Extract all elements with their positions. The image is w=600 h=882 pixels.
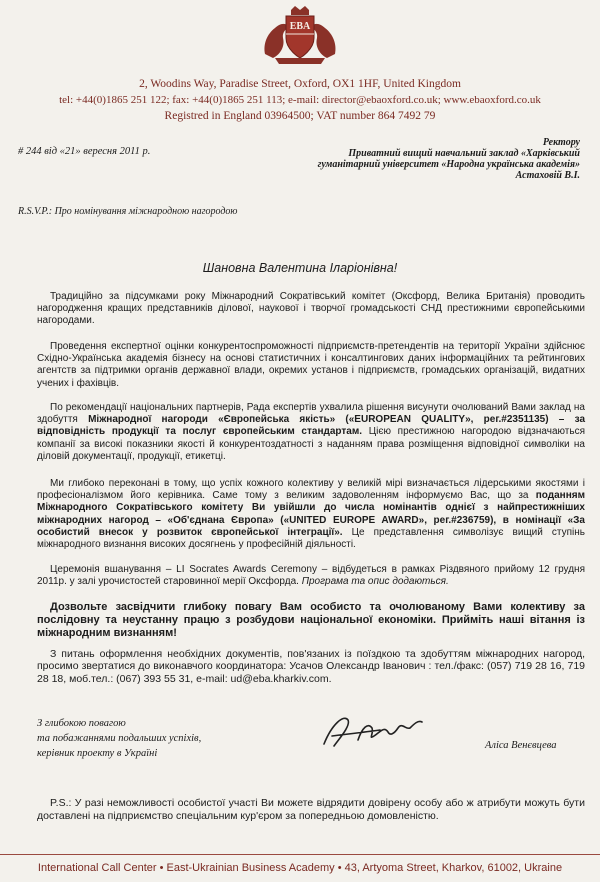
recipient-title: Ректору	[542, 137, 580, 148]
crest-logo	[255, 4, 345, 66]
recipient-line-2: гуманітарний університет «Народна українська академія»	[317, 159, 580, 170]
closing-block	[37, 716, 201, 761]
crest-monogram-top: EBA	[289, 21, 311, 32]
closing-line-3: керівник проекту в Україні	[37, 748, 158, 759]
closing-line-2: та побажаннями подальших успіхів,	[37, 733, 202, 744]
paragraph-5: Церемонія вшанування – LI Socrates Awards Ceremony – відбудеться в рамках Різдвяного прийому 12 грудня 2011р. у залі урочистостей старовинної мерії Оксфорда. Програма та опис додаються.	[37, 564, 585, 588]
contact-line: tel: +44(0)1865 251 122; fax: +44(0)1865 251 113; e-mail: director@ebaoxford.co.uk; www.ebaoxford.co.uk	[59, 94, 541, 106]
recipient-block	[250, 137, 580, 181]
paragraph-2: Проведення експертної оцінки конкурентоспроможності підприємств-претендентів на території України здійснює Східно-Українська академія бізнесу на основі статистичних і консалтингових даних інформаційних та рейтингових агентств за підтримки органів державної влади, окремих установ і підприємств, громадських організацій, видатних учених і фахівців.	[37, 341, 585, 389]
paragraph-4: Ми глибоко переконані в тому, що успіх кожного колективу у великій мірі визначається лідерськими якостями і професіоналізмом його керівника. Саме тому з великим задоволенням інформуємо Вас, що за поданням Міжнародного Сократівського комітету Ви увійшли до числа номінантів однієї з найпрестижніших міжнародних нагород – «Об'єднана Європа» («UNITED EUROPE AWARD», рег.#236759), в номінації «За особистий внесок у розвиток європейської інтеграції». Це представлення символізує вищий ступінь міжнародного визнання високих досягнень у професійній діяльності.	[37, 478, 585, 551]
award-european-quality: Міжнародної нагороди «Європейська якість» («EUROPEAN QUALITY», рег.#2351135) – за відповідність продукції та послуг європейським стандартам.	[37, 414, 586, 438]
reference-number: # 244 від «21» вересня 2011 р.	[18, 146, 151, 157]
rsvp-subject: R.S.V.P.: Про номінування міжнародною нагородою	[18, 206, 238, 217]
recipient-line-3: Астаховій В.І.	[515, 170, 580, 181]
closing-line-1: З глибокою повагою	[37, 718, 126, 729]
registration-line: Registred in England 03964500; VAT number 864 7492 79	[164, 110, 436, 122]
handwritten-signature	[318, 706, 438, 754]
footer-divider	[0, 854, 600, 855]
program-note: Програма та опис додаються.	[301, 576, 449, 588]
paragraph-1: Традиційно за підсумками року Міжнародний Сократівський комітет (Оксфорд, Велика Британія) проводить нагородження кращих представників ділової, наукової і творчої громадськості СНД престижними європейськими нагородами.	[37, 291, 585, 327]
paragraph-6: Дозвольте засвідчити глибоку повагу Вам особисто та очолюваному Вами колективу за послідовну та неустанну працю з розбудови національної економіки. Прийміть наші вітання із міжнародним визнанням!	[37, 601, 585, 639]
award-united-europe: поданням Міжнародного Сократівського комітету Ви увійшли до числа номінантів однієї з найпрестижніших міжнародних нагород – «Об'єднана Європа» («UNITED EUROPE AWARD», рег.#236759), в номінації «За особистий внесок у розвиток європейської інтеграції».	[37, 490, 585, 538]
salutation: Шановна Валентина Іларіонівна!	[202, 261, 398, 275]
postscript: P.S.: У разі неможливості особистої участі Ви можете відрядити довірену особу або ж атрибути можуть бути доставлені на підприємство спеціальним кур'єром за попередньою домовленістю.	[37, 797, 585, 822]
paragraph-3: По рекомендації національних партнерів, Рада експертів ухвалила рішення висунути очолюваний Вами заклад на здобуття Міжнародної нагороди «Європейська якість» («EUROPEAN QUALITY», рег.#2351135) – за відповідність продукції та послуг європейським стандартам. Цією престижною нагородою відзначаються компанії за високі показники якості й конкурентоздатності з наданням права розміщення відповідної символіки на діловій документації, продукції, етикетці.	[37, 402, 586, 462]
recipient-line-1: Приватний вищий навчальний заклад «Харківський	[348, 148, 580, 159]
address-line: 2, Woodins Way, Paradise Street, Oxford, OX1 1HF, United Kingdom	[139, 78, 461, 90]
footer-address: International Call Center • East-Ukrainian Business Academy • 43, Artyoma Street, Kharkov, 61002, Ukraine	[37, 862, 563, 874]
paragraph-7-contacts: З питань оформлення необхідних документів, пов'язаних із поїздкою та здобуттям міжнародних нагород, просимо звертатися до виконавчого координатора: Усачов Олександр Іванович : тел./факс: (057) 719 28 16, 719 28 18, моб.тел.: (067) 393 55 31, e-mail: ud@eba.kharkiv.com.	[37, 648, 585, 685]
signer-name: Аліса Венєвцева	[485, 740, 557, 751]
